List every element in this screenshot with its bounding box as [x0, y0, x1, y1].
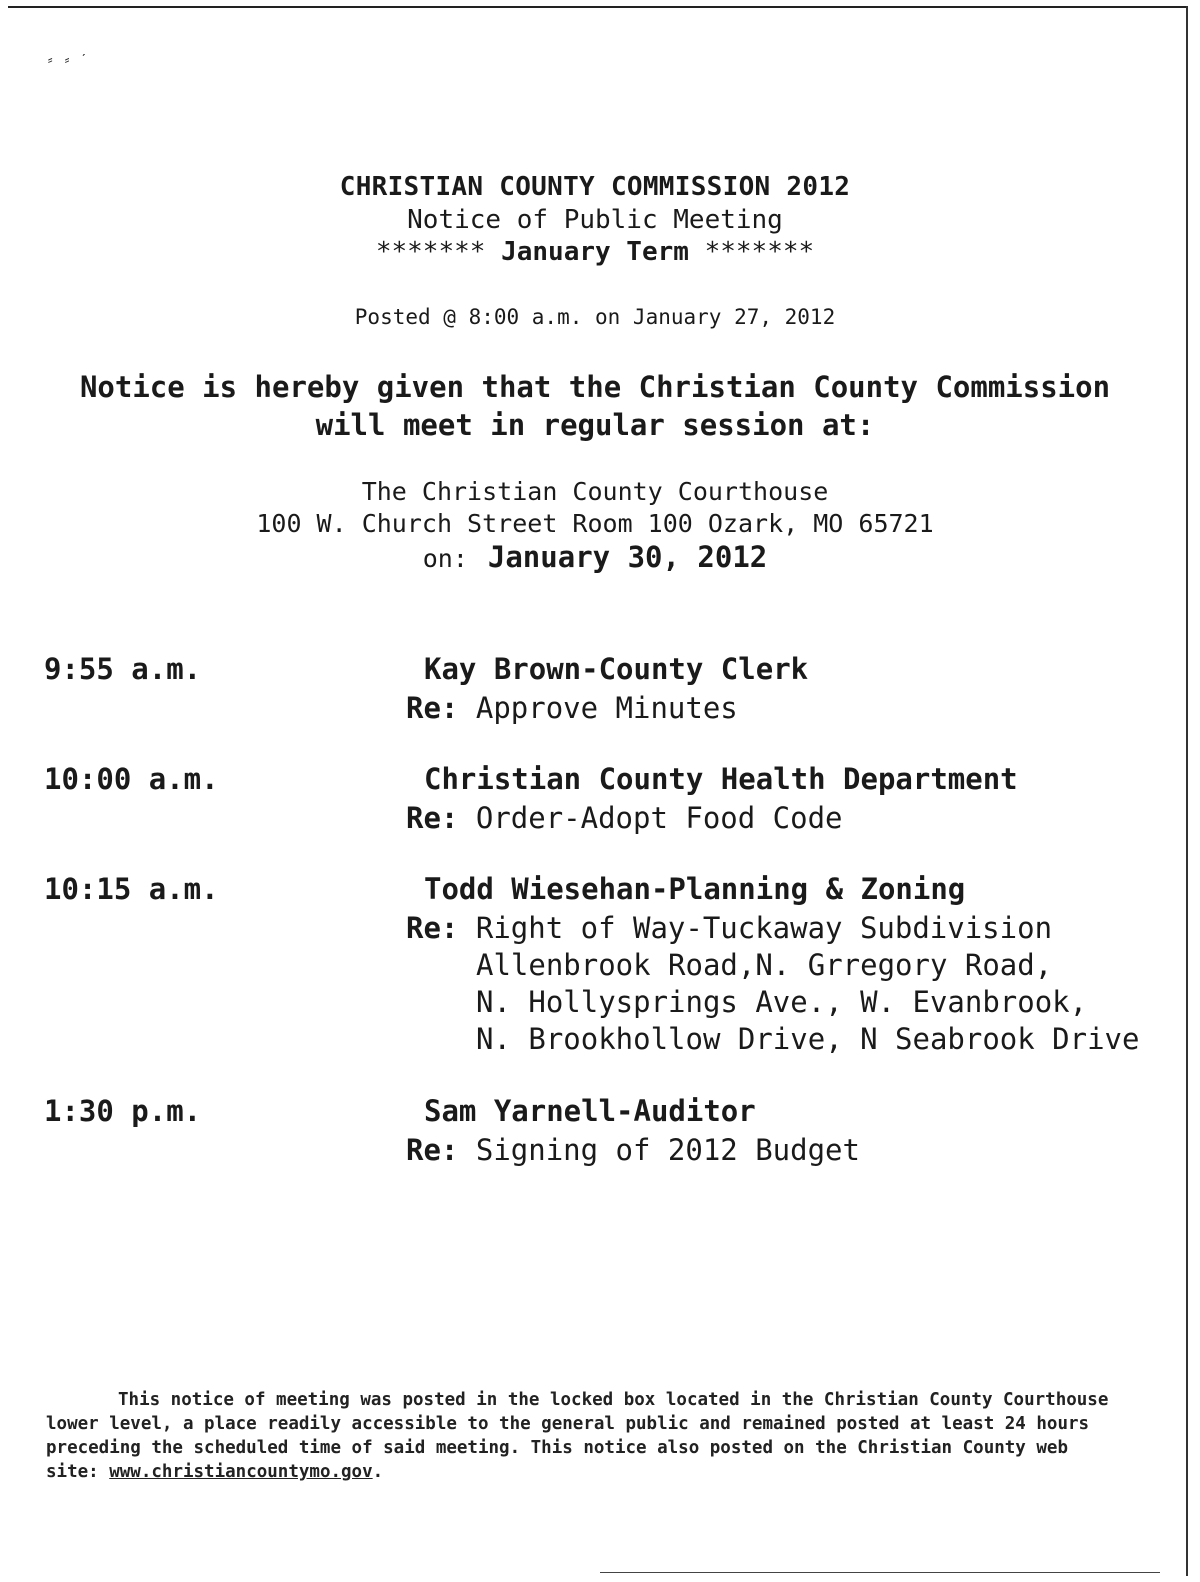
commission-title: CHRISTIAN COUNTY COMMISSION 2012	[339, 172, 851, 202]
agenda-time: 10:15 a.m.	[44, 872, 219, 906]
agenda-subject-continuation: Allenbrook Road,N. Grregory Road,	[476, 948, 1053, 982]
agenda-subject-continuation: N. Brookhollow Drive, N Seabrook Drive	[476, 1022, 1140, 1056]
re-text: Approve Minutes	[475, 691, 738, 725]
agenda-subject	[406, 690, 738, 727]
posted-timestamp: Posted @ 8:00 a.m. on January 27, 2012	[354, 305, 836, 329]
meeting-location	[0, 476, 1190, 540]
scan-edge-bottom	[600, 1572, 1160, 1573]
term-stars-right: *******	[704, 237, 815, 267]
site-end: .	[372, 1462, 384, 1482]
footer-line-1	[46, 1388, 1156, 1412]
footer-line-2: lower level, a place readily accessible to the general public and remained posted at least 24 hours	[46, 1414, 1090, 1434]
re-label: Re:	[406, 801, 459, 835]
re-label: Re:	[406, 691, 459, 725]
agenda-presenter: Sam Yarnell-Auditor	[424, 1094, 756, 1128]
re-text: Order-Adopt Food Code	[475, 801, 843, 835]
meeting-date: January 30, 2012	[487, 540, 768, 574]
agenda-subject	[406, 1132, 860, 1169]
re-label: Re:	[406, 911, 459, 945]
website-link[interactable]: www.christiancountymo.gov	[109, 1462, 373, 1482]
agenda-time: 10:00 a.m.	[44, 762, 219, 796]
re-text: Right of Way-Tuckaway Subdivision	[475, 911, 1053, 945]
location-name: The Christian County Courthouse	[361, 477, 829, 506]
term-line	[0, 236, 1190, 268]
agenda-subject	[406, 800, 843, 837]
agenda-subject	[406, 910, 1052, 947]
footer-line-3: preceding the scheduled time of said meeting. This notice also posted on the Christian County web	[46, 1438, 1068, 1458]
date-on-label: on:	[422, 544, 468, 573]
agenda-time: 1:30 p.m.	[44, 1094, 202, 1128]
location-address: 100 W. Church Street Room 100 Ozark, MO 65721	[256, 509, 934, 538]
scan-edge-top	[8, 6, 1188, 8]
meeting-date-line	[0, 540, 1190, 574]
agenda-presenter: Kay Brown-County Clerk	[424, 652, 809, 686]
agenda-time: 9:55 a.m.	[44, 652, 202, 686]
term-label: January Term	[501, 237, 689, 267]
posting-statement	[46, 1388, 1156, 1484]
agenda-subject-continuation: N. Hollysprings Ave., W. Evanbrook,	[476, 985, 1088, 1019]
agenda-presenter: Todd Wiesehan-Planning & Zoning	[424, 872, 966, 906]
agenda-presenter: Christian County Health Department	[424, 762, 1018, 796]
term-stars-left: *******	[375, 237, 486, 267]
footer-text-1: This notice of meeting was posted in the locked box located in the Christian County Courthouse	[118, 1390, 1109, 1410]
footer-line-4	[46, 1460, 1156, 1484]
re-label: Re:	[406, 1133, 459, 1167]
scan-artifact-mark: ⸗ ⸗ ˊ	[46, 52, 89, 68]
notice-line-1: Notice is hereby given that the Christian County Commission	[79, 370, 1111, 404]
meeting-subtitle: Notice of Public Meeting	[407, 205, 783, 235]
notice-statement	[0, 368, 1190, 444]
site-label: site:	[46, 1462, 99, 1482]
notice-line-2: will meet in regular session at:	[315, 408, 875, 442]
re-text: Signing of 2012 Budget	[475, 1133, 860, 1167]
document-header	[0, 170, 1190, 268]
